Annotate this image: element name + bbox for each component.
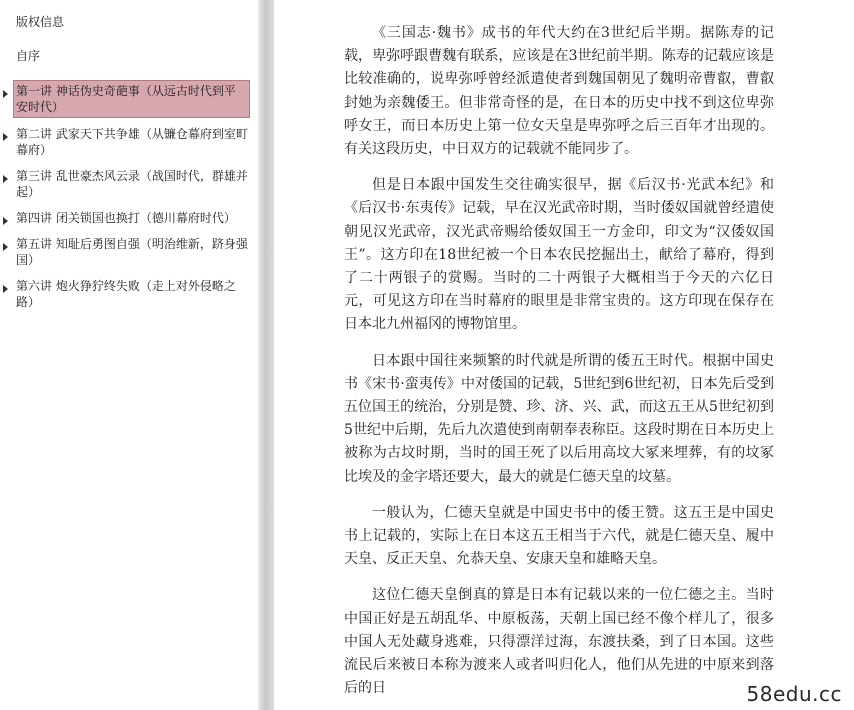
paragraph: 这位仁德天皇倒真的算是日本有记载以来的一位仁德之主。当时中国正好是五胡乱华、中原板荡，天朝上国已经不像个样儿了，很多中国人无处藏身逃难，只得漂洋过海，东渡扶桑，到了日本国。这些流民后来被日本称为渡来人或者叫归化人，他们从先进的中原来到落后的日 xyxy=(344,587,774,697)
toc-item-label: 第六讲 炮火狰狞终失败（走上对外侵略之路） xyxy=(16,279,236,309)
toc-item-label: 第五讲 知耻后勇图自强（明治维新，跻身强国） xyxy=(16,237,248,267)
toc-item-chapter-5[interactable] xyxy=(14,234,250,270)
toc-item-chapter-2[interactable] xyxy=(14,124,250,160)
pane-divider[interactable] xyxy=(258,0,274,710)
toc-item-label: 版权信息 xyxy=(16,15,65,29)
toc-item-label: 第二讲 武家天下共争雄（从镰仓幕府到室町幕府） xyxy=(16,127,248,157)
expand-arrow-icon[interactable] xyxy=(3,175,8,183)
toc-item-copyright[interactable] xyxy=(14,12,250,32)
paragraph: 《三国志·魏书》成书的年代大约在3世纪后半期。据陈寿的记载，卑弥呼跟曹魏有联系，应该是在3世纪前半期。陈寿的记载应该是比较准确的，说卑弥呼曾经派遣使者到魏国朝见了魏明帝曹叡，曹叡封她为亲魏倭王。但非常奇怪的是，在日本的历史中找不到这位卑弥呼女王，而日本历史上第一位女天皇是卑弥呼之后三百年才出现的。有关这段历史，中日双方的记载就不能同步了。 xyxy=(344,25,774,158)
toc-item-chapter-1[interactable] xyxy=(13,80,250,118)
expand-arrow-icon[interactable] xyxy=(3,243,8,251)
toc-item-label: 第一讲 神话伪史奇葩事（从远古时代到平安时代） xyxy=(16,84,236,114)
reading-pane xyxy=(274,0,854,710)
expand-arrow-icon[interactable] xyxy=(3,217,8,225)
expand-arrow-icon[interactable] xyxy=(3,90,8,98)
toc-item-label: 第三讲 乱世豪杰风云录（战国时代，群雄并起） xyxy=(16,169,248,199)
toc-item-chapter-6[interactable] xyxy=(14,276,250,312)
toc-sidebar xyxy=(0,0,258,710)
toc-item-chapter-4[interactable] xyxy=(14,208,250,228)
paragraph: 日本跟中国往来频繁的时代就是所谓的倭五王时代。根据中国史书《宋书·蛮夷传》中对倭国的记载，5世纪到6世纪初，日本先后受到五位国王的统治，分别是赞、珍、济、兴、武，而这五王从5世纪初到5世纪中后期，先后九次遣使到南朝奉表称臣。这段时期在日本历史上被称为古坟时期，当时的国王死了以后用高坟大冢来埋葬，有的坟冢比埃及的金字塔还要大，最大的就是仁德天皇的坟墓。 xyxy=(344,352,774,485)
toc-item-label: 第四讲 闭关锁国也换打（德川幕府时代） xyxy=(16,211,236,225)
toc-item-preface[interactable] xyxy=(14,46,250,66)
watermark: 58edu.cc xyxy=(746,682,842,706)
expand-arrow-icon[interactable] xyxy=(3,133,8,141)
toc-item-label: 自序 xyxy=(16,49,41,63)
toc-item-chapter-3[interactable] xyxy=(14,166,250,202)
article-body xyxy=(344,22,774,710)
paragraph: 但是日本跟中国发生交往确实很早，据《后汉书·光武本纪》和《后汉书·东夷传》记载，早在汉光武帝时期，当时倭奴国就曾经遣使朝见汉光武帝，汉光武帝赐给倭奴国王一方金印，印文为“汉倭奴国王”。这方印在18世纪被一个日本农民挖掘出土，献给了幕府，得到了二十两银子的赏赐。当时的二十两银子大概相当于今天的六亿日元，可见这方印在当时幕府的眼里是非常宝贵的。这方印现在保存在日本北九州福冈的博物馆里。 xyxy=(344,177,774,333)
paragraph: 一般认为，仁德天皇就是中国史书中的倭王赞。这五王是中国史书上记载的，实际上在日本这五王相当于六代，就是仁德天皇、履中天皇、反正天皇、允恭天皇、安康天皇和雄略天皇。 xyxy=(344,504,774,568)
expand-arrow-icon[interactable] xyxy=(3,285,8,293)
